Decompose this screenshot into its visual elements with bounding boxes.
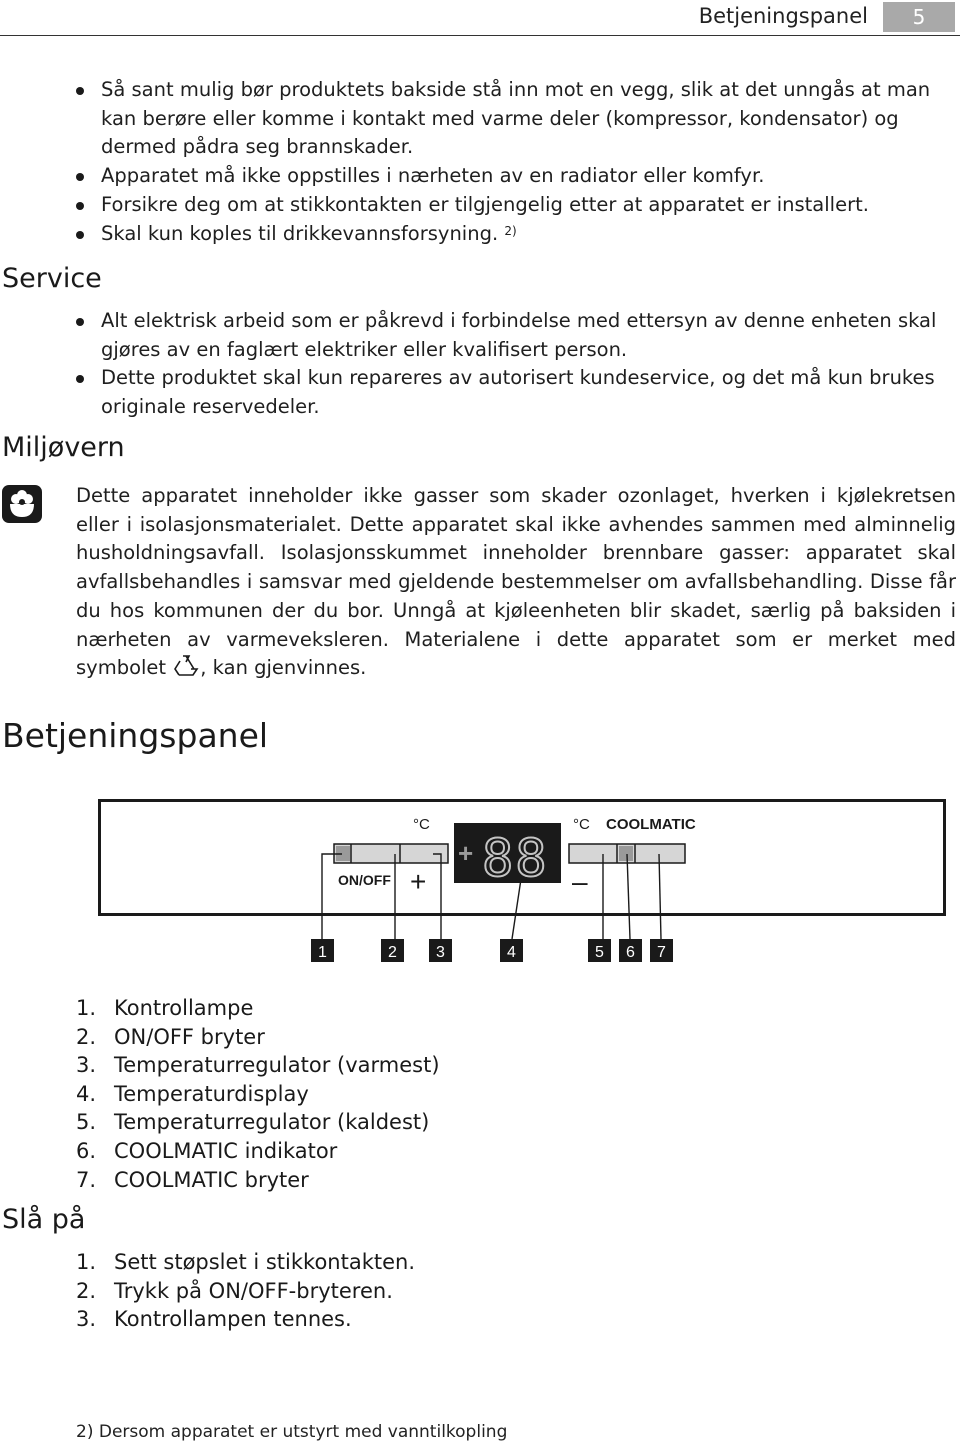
install-bullet-list: [76, 76, 960, 248]
header-rule: [0, 35, 960, 36]
callout-2: 2: [388, 944, 397, 961]
step-item: 2. Trykk på ON/OFF-bryteren.: [76, 1278, 393, 1303]
celsius-right-label: °C: [573, 816, 590, 833]
page-number: 5: [883, 2, 955, 32]
switch-on-steps: [76, 1248, 415, 1334]
legend-item: 2. ON/OFF bryter: [76, 1024, 265, 1049]
legend-item: 3. Temperaturregulator (varmest): [76, 1053, 440, 1078]
onoff-label: ON/OFF: [338, 872, 391, 888]
service-bullet: Alt elektrisk arbeid som er påkrevd i forbindelse med ettersyn av denne enheten skal gjøres av en faglært elektriker eller kvalifisert person.: [76, 307, 946, 364]
minus-symbol: –: [572, 866, 588, 897]
legend-item: 1. Kontrollampe: [76, 996, 254, 1020]
environment-text-end: , kan gjenvinnes.: [200, 656, 367, 680]
running-header-title: Betjeningspanel: [698, 4, 868, 28]
step-item: 1. Sett støpslet i stikkontakten.: [76, 1250, 416, 1274]
legend-item: 4. Temperaturdisplay: [76, 1081, 309, 1106]
install-bullet: Forsikre deg om at stikkontakten er tilgjengelig etter at apparatet er installert.: [76, 191, 960, 220]
legend-item: 7. COOLMATIC bryter: [76, 1167, 309, 1192]
control-panel-diagram: [98, 799, 948, 971]
plus-symbol: +: [410, 866, 427, 897]
celsius-left-label: °C: [413, 816, 430, 833]
install-bullet: Apparatet må ikke oppstilles i nærheten av en radiator eller komfyr.: [76, 162, 960, 191]
coolmatic-indicator: [619, 846, 633, 861]
callout-3: 3: [436, 944, 445, 961]
control-panel-legend: [76, 994, 440, 1194]
environment-heading: Miljøvern: [2, 432, 125, 463]
install-bullet: [76, 220, 960, 249]
service-heading: Service: [2, 263, 102, 294]
service-bullet: Dette produktet skal kun repareres av autorisert kundeservice, og det må kun brukes originale reservedeler.: [76, 364, 946, 421]
coolmatic-label: COOLMATIC: [606, 816, 696, 833]
callout-6: 6: [626, 944, 635, 961]
display-plus: +: [458, 838, 474, 868]
install-bullet: Så sant mulig bør produktets bakside stå inn mot en vegg, slik at det unngås at man kan berøre eller komme i kontakt med varme deler (kompressor, kondensator) og dermed pådra seg brannskader.: [76, 76, 960, 162]
service-bullet-list: [76, 307, 946, 422]
eco-flower-icon: [1, 484, 43, 524]
display-digits: 88: [482, 829, 549, 889]
switch-on-heading: Slå på: [2, 1204, 86, 1235]
environment-paragraph: [76, 482, 956, 683]
step-item: 3. Kontrollampen tennes.: [76, 1307, 352, 1332]
footnote-ref: 2): [504, 223, 517, 238]
legend-item: 5. Temperaturregulator (kaldest): [76, 1110, 430, 1135]
install-bullet-text: Skal kun koples til drikkevannsforsyning.: [101, 221, 499, 245]
callout-7: 7: [657, 944, 666, 961]
callout-5: 5: [595, 944, 604, 961]
environment-text: Dette apparatet inneholder ikke gasser som skader ozonlaget, hverken i kjølekretsen eller i isolasjonsmaterialet. Dette apparatet skal ikke avhendes sammen med alminnelig husholdningsavfall. Isolasjonsskummet inneholder brennbare gasser: apparatet skal avfallsbehandles i samsvar med gjeldende bestemmelser om avfallsbehandling. Disse får du hos kommunen der du bor. Unngå at kjøleenheten blir skadet, særlig på baksiden i nærheten av varmeveksleren. Materialene i dette apparatet som er merket med symbolet: [76, 484, 956, 680]
callout-1: 1: [318, 944, 327, 961]
control-panel-heading: Betjeningspanel: [2, 716, 269, 755]
callout-4: 4: [507, 944, 516, 961]
footnote: 2) Dersom apparatet er utstyrt med vanntilkopling: [76, 1422, 508, 1442]
legend-item: 6. COOLMATIC indikator: [76, 1138, 338, 1163]
recycle-icon: [172, 654, 200, 678]
